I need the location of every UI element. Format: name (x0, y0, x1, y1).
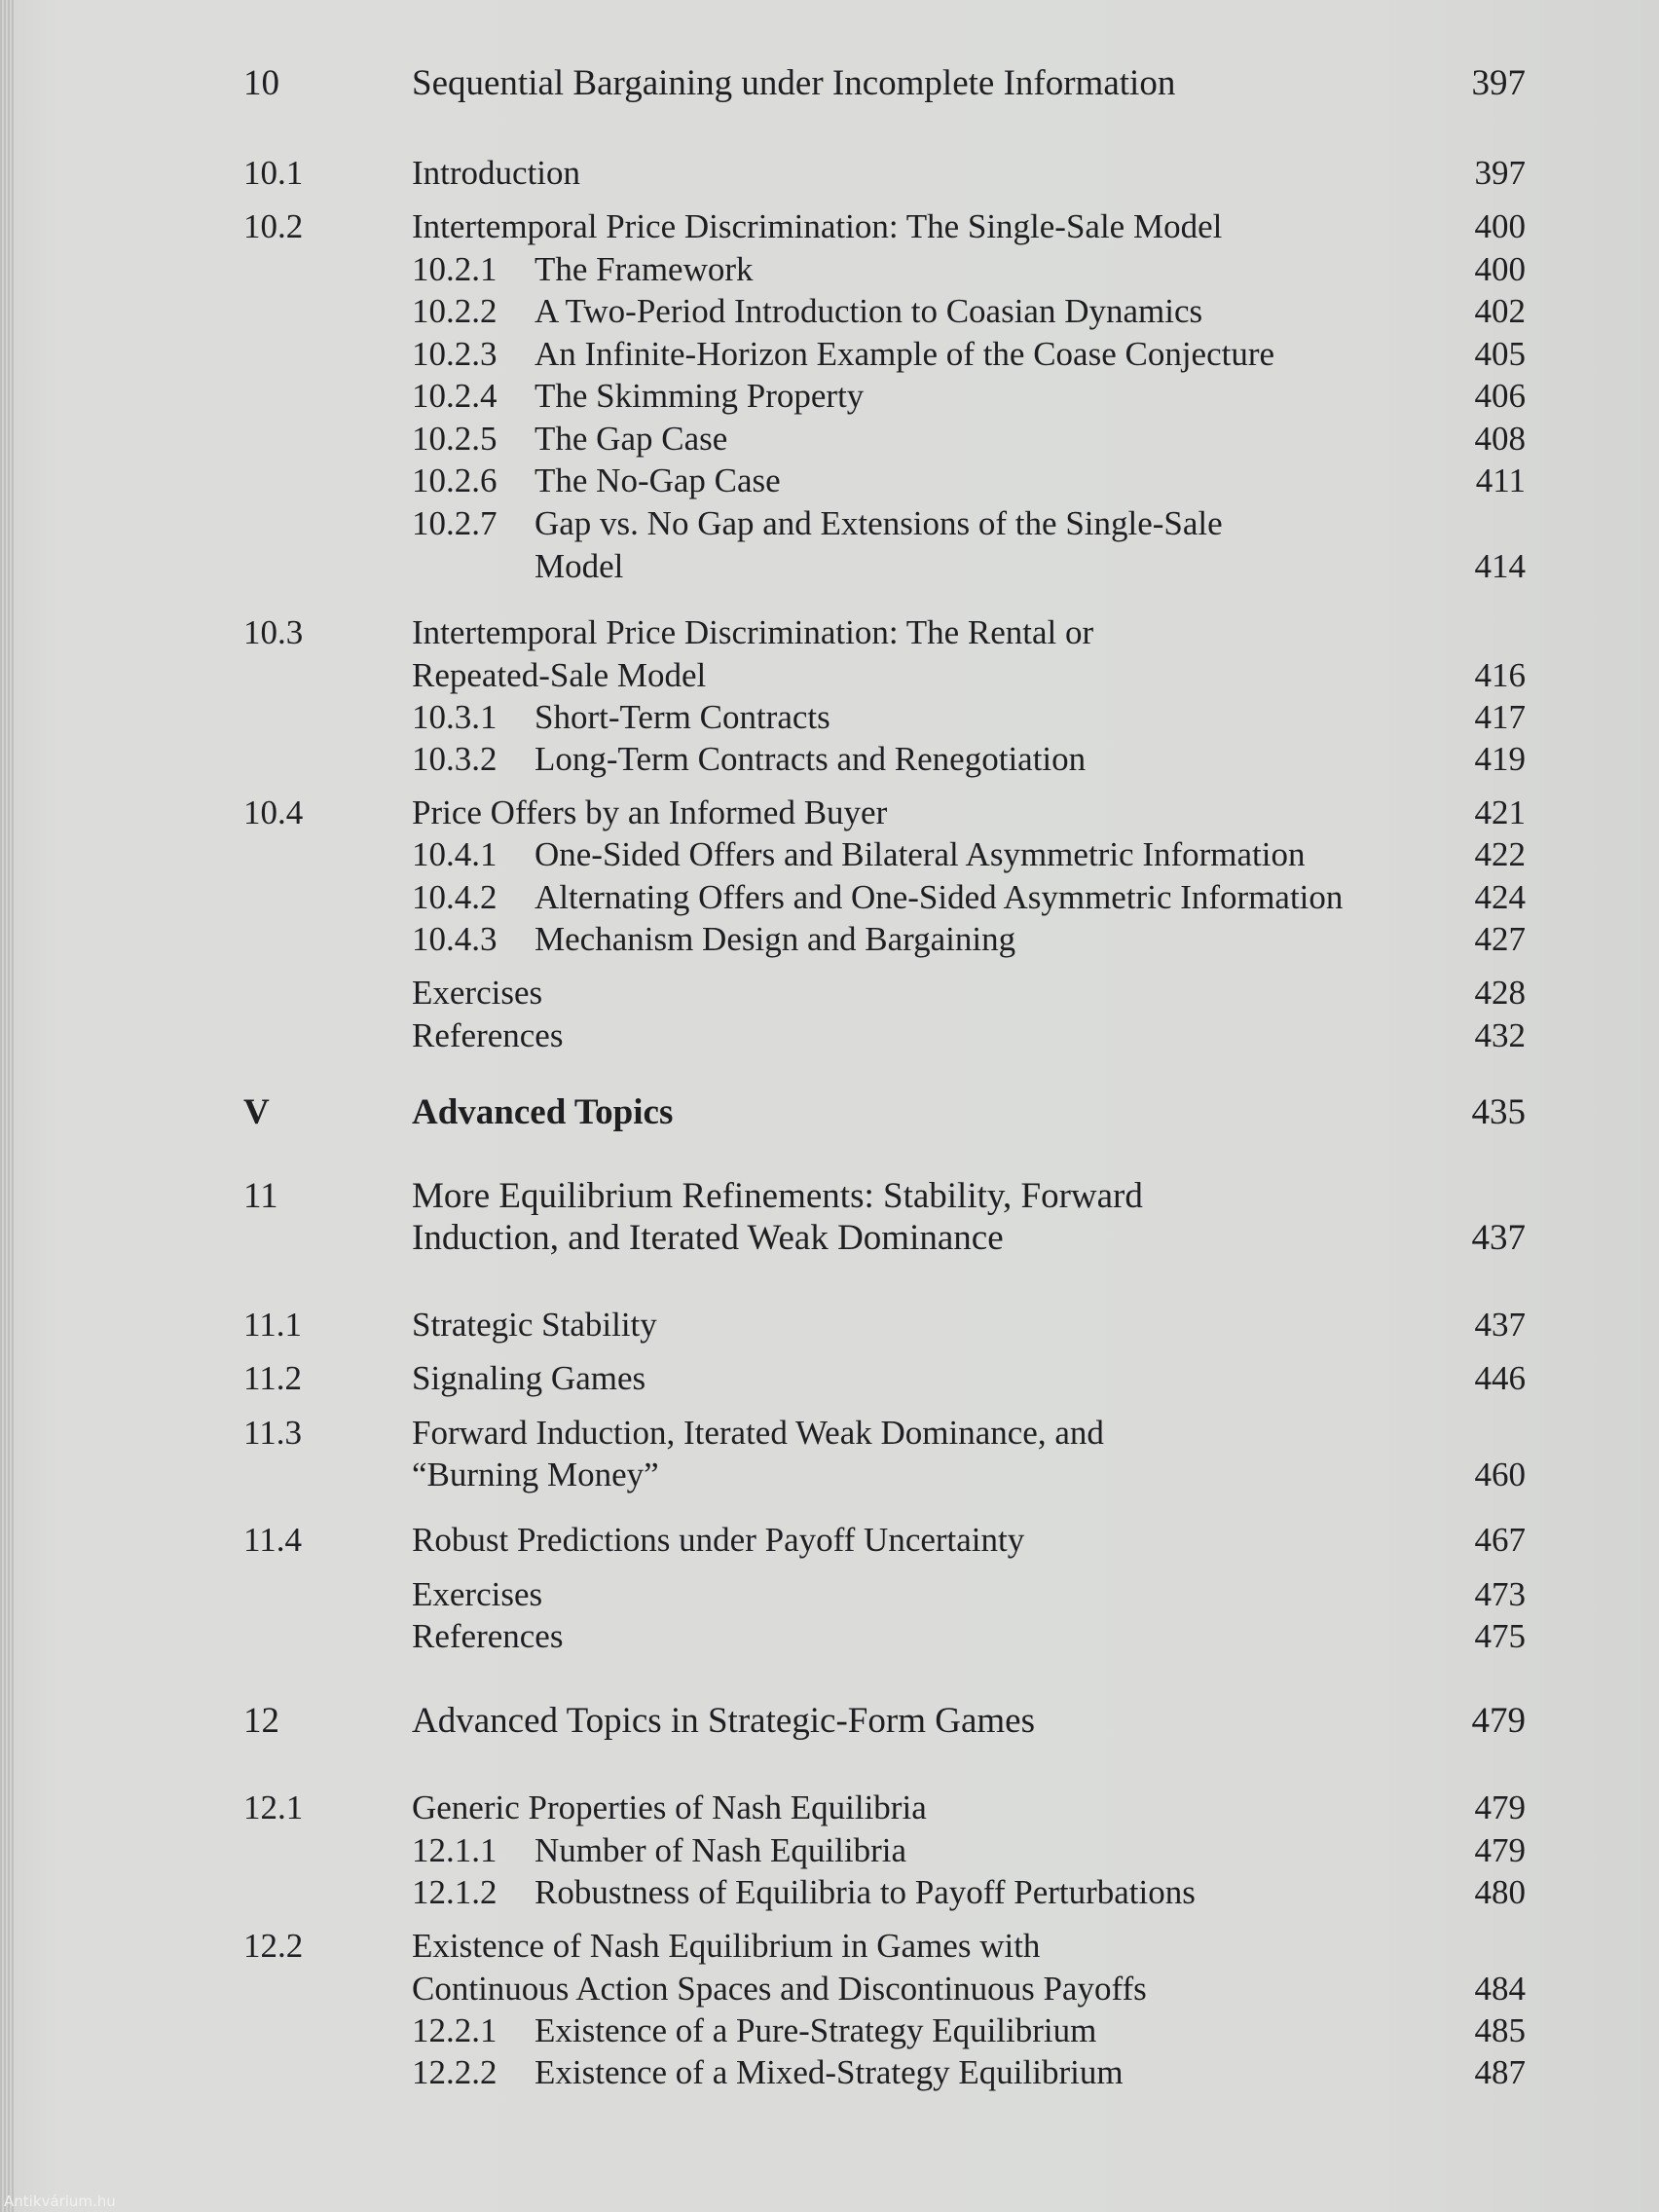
page-number: 427 (1474, 920, 1526, 958)
entry-number: 10.2.3 (412, 335, 498, 373)
toc-entry-subsection (0, 1871, 1659, 1920)
page-number: 406 (1474, 377, 1526, 415)
toc-entry-section (0, 1304, 1659, 1352)
entry-title: Repeated-Sale Model (412, 656, 707, 694)
entry-title: Induction, and Iterated Weak Dominance (412, 1218, 1004, 1258)
entry-title: The Skimming Property (535, 377, 865, 415)
page-number: 473 (1474, 1575, 1526, 1613)
entry-number: 10.4.3 (412, 920, 498, 958)
entry-title: A Two-Period Introduction to Coasian Dynamics (535, 292, 1203, 330)
toc-entry-section (0, 972, 1659, 1020)
page-number: 397 (1471, 63, 1526, 103)
toc-entry-section (0, 205, 1659, 254)
entry-number: 10.2.6 (412, 461, 498, 499)
entry-number: 12 (243, 1701, 279, 1741)
page-number: 419 (1474, 740, 1526, 778)
toc-entry-section (0, 1357, 1659, 1406)
entry-number: 10.1 (243, 154, 304, 192)
toc-entry-section (0, 1925, 1659, 1973)
page-number: 400 (1474, 207, 1526, 245)
entry-number: 11.3 (243, 1414, 302, 1452)
entry-title: Existence of a Pure-Strategy Equilibrium (535, 2011, 1097, 2049)
toc-entry-section (0, 1787, 1659, 1835)
entry-title: Alternating Offers and One-Sided Asymmetric Information (535, 878, 1344, 916)
entry-title: Intertemporal Price Discrimination: The Single-Sale Model (412, 207, 1223, 245)
entry-title: Model (535, 547, 624, 585)
toc-entry-chapter (0, 62, 1659, 111)
toc-entry-section (0, 1615, 1659, 1664)
entry-title: The No-Gap Case (535, 461, 781, 499)
entry-number: 10.3 (243, 613, 304, 651)
toc-entry-section (0, 611, 1659, 660)
toc-entry-subsection (0, 460, 1659, 508)
page-number: 421 (1474, 793, 1526, 831)
entry-title: Forward Induction, Iterated Weak Dominance, and (412, 1414, 1104, 1452)
entry-title: References (412, 1016, 564, 1054)
page-number: 400 (1474, 250, 1526, 288)
entry-title: Number of Nash Equilibria (535, 1831, 906, 1869)
watermark: Antikvárium.hu (4, 2193, 116, 2210)
page-number: 446 (1474, 1359, 1526, 1397)
toc-entry-subsection (0, 502, 1659, 551)
entry-title: More Equilibrium Refinements: Stability, Forward (412, 1176, 1143, 1216)
page-number: 422 (1474, 835, 1526, 873)
entry-number: 10.3.2 (412, 740, 498, 778)
entry-title: Mechanism Design and Bargaining (535, 920, 1016, 958)
entry-number: V (243, 1092, 270, 1132)
entry-number: 11.4 (243, 1521, 302, 1559)
entry-title: The Framework (535, 250, 754, 288)
toc-entry-section (0, 1014, 1659, 1063)
page-number: 487 (1474, 2053, 1526, 2091)
toc-entry-subsection (0, 738, 1659, 787)
page-number: 479 (1474, 1831, 1526, 1869)
page-number: 408 (1474, 420, 1526, 458)
entry-title: Continuous Action Spaces and Discontinuous Payoffs (412, 1970, 1147, 2008)
entry-title: Advanced Topics (412, 1092, 674, 1132)
page-number: 428 (1474, 974, 1526, 1012)
entry-title: Sequential Bargaining under Incomplete Information (412, 63, 1176, 103)
entry-number: 10.2.1 (412, 250, 498, 288)
entry-number: 10.2.4 (412, 377, 498, 415)
entry-number: 11 (243, 1176, 278, 1216)
entry-number: 11.1 (243, 1306, 302, 1344)
page-number: 479 (1471, 1701, 1526, 1741)
entry-number: 10.2.5 (412, 420, 498, 458)
page-number: 484 (1474, 1970, 1526, 2008)
entry-title: References (412, 1617, 564, 1655)
entry-title: Exercises (412, 974, 543, 1012)
toc-entry-chapter (0, 1217, 1659, 1266)
entry-number: 12.2 (243, 1927, 304, 1965)
entry-title: Existence of a Mixed-Strategy Equilibrium (535, 2053, 1124, 2091)
page-number: 411 (1475, 461, 1526, 499)
page-number: 424 (1474, 878, 1526, 916)
entry-title: The Gap Case (535, 420, 728, 458)
toc-entry-part (0, 1091, 1659, 1140)
page-number: 416 (1474, 656, 1526, 694)
toc-entry-subcont (0, 545, 1659, 594)
entry-number: 10 (243, 63, 279, 103)
page-number: 414 (1474, 547, 1526, 585)
page-number: 460 (1474, 1456, 1526, 1493)
entry-number: 10.2.2 (412, 292, 498, 330)
entry-title: Long-Term Contracts and Renegotiation (535, 740, 1087, 778)
entry-number: 10.3.1 (412, 698, 498, 736)
page-number: 397 (1474, 154, 1526, 192)
entry-title: Short-Term Contracts (535, 698, 830, 736)
entry-number: 12.1.2 (412, 1873, 498, 1911)
toc-entry-chapter (0, 1700, 1659, 1749)
page-number: 402 (1474, 292, 1526, 330)
entry-number: 10.2 (243, 207, 304, 245)
entry-title: Advanced Topics in Strategic-Form Games (412, 1701, 1035, 1741)
entry-number: 10.4 (243, 793, 304, 831)
page-number: 435 (1471, 1092, 1526, 1132)
entry-title: Strategic Stability (412, 1306, 657, 1344)
entry-number: 12.1.1 (412, 1831, 498, 1869)
entry-title: Price Offers by an Informed Buyer (412, 793, 888, 831)
entry-number: 12.2.1 (412, 2011, 498, 2049)
entry-number: 12.1 (243, 1788, 304, 1826)
page-number: 405 (1474, 335, 1526, 373)
toc-entry-subsection (0, 375, 1659, 424)
entry-title: Gap vs. No Gap and Extensions of the Single-Sale (535, 504, 1223, 542)
page-number: 417 (1474, 698, 1526, 736)
entry-title: Exercises (412, 1575, 543, 1613)
page-number: 467 (1474, 1521, 1526, 1559)
entry-number: 10.2.7 (412, 504, 498, 542)
entry-title: “Burning Money” (412, 1456, 659, 1493)
toc-entry-subsection (0, 290, 1659, 339)
entry-number: 12.2.2 (412, 2053, 498, 2091)
toc-entry-section (0, 152, 1659, 201)
page-number: 485 (1474, 2011, 1526, 2049)
toc-entry-subsection (0, 2051, 1659, 2100)
page-number: 432 (1474, 1016, 1526, 1054)
entry-title: Generic Properties of Nash Equilibria (412, 1788, 927, 1826)
toc-entry-cont (0, 1454, 1659, 1502)
page-number: 437 (1471, 1218, 1526, 1258)
entry-number: 11.2 (243, 1359, 302, 1397)
entry-title: Signaling Games (412, 1359, 646, 1397)
entry-number: 10.4.1 (412, 835, 498, 873)
entry-title: Intertemporal Price Discrimination: The Rental or (412, 613, 1094, 651)
entry-title: Robustness of Equilibria to Payoff Perturbations (535, 1873, 1196, 1911)
entry-title: Robust Predictions under Payoff Uncertainty (412, 1521, 1025, 1559)
entry-number: 10.4.2 (412, 878, 498, 916)
page-number: 479 (1474, 1788, 1526, 1826)
toc-entry-subsection (0, 918, 1659, 967)
page-number: 480 (1474, 1873, 1526, 1911)
entry-title: One-Sided Offers and Bilateral Asymmetric Information (535, 835, 1306, 873)
page-number: 437 (1474, 1306, 1526, 1344)
entry-title: Existence of Nash Equilibrium in Games with (412, 1927, 1041, 1965)
entry-title: An Infinite-Horizon Example of the Coase Conjecture (535, 335, 1275, 373)
entry-title: Introduction (412, 154, 581, 192)
toc-entry-subsection (0, 833, 1659, 882)
toc-entry-section (0, 1519, 1659, 1567)
page-number: 475 (1474, 1617, 1526, 1655)
